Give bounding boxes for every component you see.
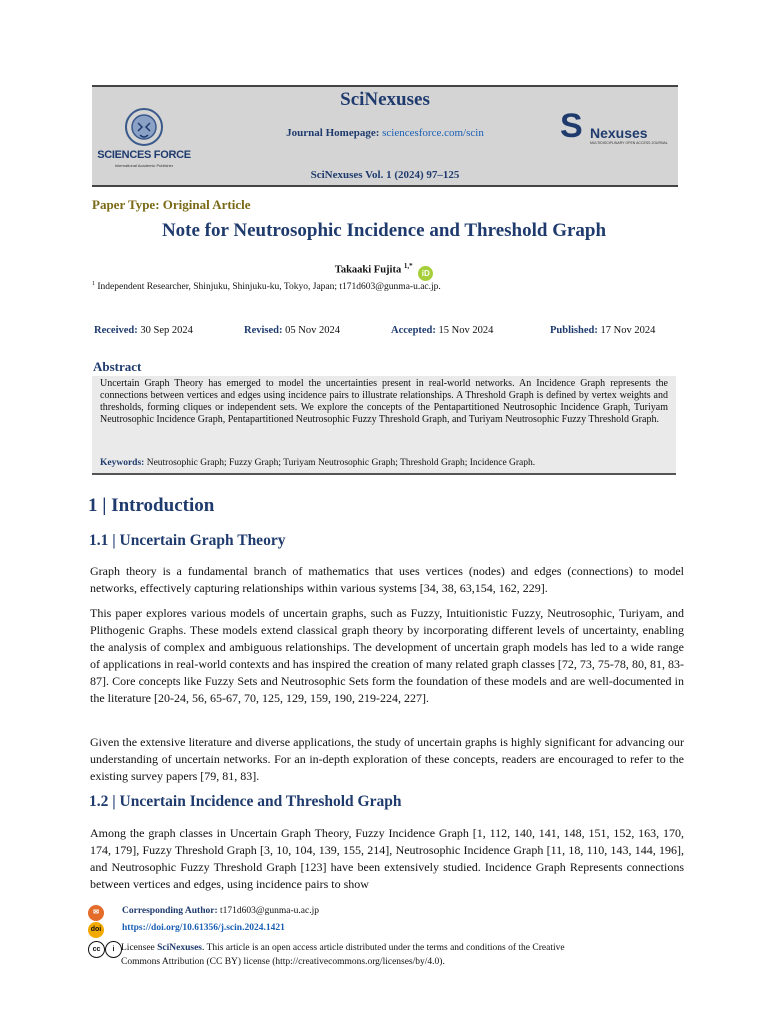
affiliation-text: Independent Researcher, Shinjuku, Shinjuku-ku, Tokyo, Japan; t171d603@gunma-u.ac.jp. (97, 282, 441, 293)
corresponding-author-label: Corresponding Author: (122, 906, 218, 916)
license-text (121, 941, 565, 969)
keywords-label: Keywords: (100, 458, 145, 468)
affiliation-mark: 1 (92, 281, 95, 287)
cc-by-license-icon (88, 941, 120, 957)
license-prefix: Licensee (121, 943, 155, 953)
by-attribution-icon: i (105, 941, 122, 958)
abstract-box (92, 376, 676, 475)
license-line-1: . This article is an open access article distributed under the terms and conditions of the Creative (202, 943, 565, 953)
subsection-heading-uncertain-graph-theory: 1.1 | Uncertain Graph Theory (89, 532, 286, 549)
scinexuses-logo-text: Nexuses (590, 125, 648, 141)
keywords-list: Neutrosophic Graph; Fuzzy Graph; Turiyam Neutrosophic Graph; Threshold Graph; Incidence Graph. (146, 458, 536, 468)
sciences-force-logo (96, 105, 192, 173)
license-line-2: Commons Attribution (CC BY) license (http://creativecommons.org/licenses/by/4.0). (121, 957, 445, 967)
publisher-logo-text: SCIENCES FORCE (97, 149, 191, 161)
date-value: 17 Nov 2024 (600, 325, 656, 336)
homepage-link[interactable]: sciencesforce.com/scin (382, 127, 484, 139)
envelope-icon: ✉ (88, 905, 104, 921)
date-received (94, 325, 193, 336)
date-label: Received: (94, 325, 138, 336)
date-label: Published: (550, 325, 598, 336)
orcid-icon[interactable]: iD (418, 266, 433, 281)
corresponding-author-email[interactable]: t171d603@gunma-u.ac.jp (220, 906, 319, 916)
scinexuses-logo-initial: S (560, 107, 583, 145)
date-revised (244, 325, 340, 336)
journal-homepage: Journal Homepage: sciencesforce.com/scin (286, 127, 484, 139)
subsection-heading-incidence-threshold: 1.2 | Uncertain Incidence and Threshold Graph (89, 793, 402, 810)
license-name: SciNexuses (157, 943, 203, 953)
paragraph: This paper explores various models of uncertain graphs, such as Fuzzy, Intuitionistic Fuzzy, Neutrosophic, Turiyam, and Plithogenic Graphs. These models extend classical graph theory by incorporating different levels of uncertainty, enabling the analysis of complex and ambiguous relationships. The development of uncertain graph models has led to a wide range of applications in real-world contexts and has inspired the creation of many related graph classes [72, 73, 75-78, 80, 81, 83-87]. Core concepts like Fuzzy Sets and Neutrosophic Sets form the foundation of these models and are well-documented in the literature [20-24, 56, 65-67, 70, 125, 129, 159, 190, 219-224, 227]. (90, 606, 684, 705)
section-heading-introduction: 1 | Introduction (88, 495, 215, 516)
journal-name: SciNexuses (340, 89, 430, 110)
author-name: Takaaki Fujita (334, 264, 402, 276)
doi-icon: doi (88, 922, 104, 938)
keywords (100, 458, 535, 468)
scinexuses-logo-tagline: MULTIDISCIPLINARY OPEN ACCESS JOURNAL (590, 141, 668, 145)
affiliation (92, 281, 441, 292)
date-label: Accepted: (391, 325, 436, 336)
date-accepted (391, 325, 493, 336)
author-affiliation-mark: 1,* (403, 262, 413, 270)
date-label: Revised: (244, 325, 283, 336)
paragraph: Among the graph classes in Uncertain Graph Theory, Fuzzy Incidence Graph [1, 112, 140, 141, 148, 151, 152, 163, 170, 174, 179], Fuzzy Threshold Graph [3, 10, 104, 139, 155, 214], Neutrosophic Incidence Graph [11, 18, 110, 143, 144, 196], and Neutrosophic Fuzzy Threshold Graph [123] have been extensively studied. Incidence Graph Represents connections between vertices and edges, using incidence pairs to show (90, 826, 684, 891)
date-value: 15 Nov 2024 (438, 325, 494, 336)
date-published (550, 325, 655, 336)
publisher-logo-subtitle: International Academic Publisher (114, 163, 174, 168)
journal-volume: SciNexuses Vol. 1 (2024) 97–125 (310, 169, 460, 181)
paragraph: Given the extensive literature and diverse applications, the study of uncertain graphs is highly significant for advancing our understanding of uncertain networks. For an in-depth exploration of these concepts, readers are encouraged to refer to the existing survey papers [79, 81, 83]. (90, 735, 684, 783)
journal-banner (92, 85, 678, 187)
abstract-text: Uncertain Graph Theory has emerged to model the uncertainties present in real-world networks. An Incidence Graph represents the connections between vertices and edges using incidence pairs to illustrate relationships. A Threshold Graph is defined by vertex weights and thresholds, forming cliques or independent sets. We explore the concepts of the Pentapartitioned Neutrosophic Incidence Graph, Turiyam Neutrosophic Incidence Graph, Pentapartitioned Neutrosophic Fuzzy Threshold Graph, and Turiyam Neutrosophic Fuzzy Threshold Graph. (100, 378, 668, 425)
paragraph: Graph theory is a fundamental branch of mathematics that uses vertices (nodes) and edges (connections) to model networks, effectively capturing relationships within various systems [34, 38, 63,154, 162, 229]. (90, 564, 684, 595)
cc-icon: cc (88, 941, 105, 958)
scinexuses-logo (560, 107, 672, 149)
date-value: 05 Nov 2024 (285, 325, 340, 336)
author-line (0, 262, 768, 281)
abstract-heading: Abstract (93, 359, 142, 374)
paper-type: Paper Type: Original Article (92, 197, 251, 212)
date-value: 30 Sep 2024 (140, 325, 193, 336)
corresponding-author-text (122, 906, 319, 916)
homepage-label: Journal Homepage (286, 127, 376, 139)
doi-link[interactable]: https://doi.org/10.61356/j.scin.2024.1421 (122, 923, 285, 933)
paper-title: Note for Neutrosophic Incidence and Threshold Graph (161, 220, 607, 241)
